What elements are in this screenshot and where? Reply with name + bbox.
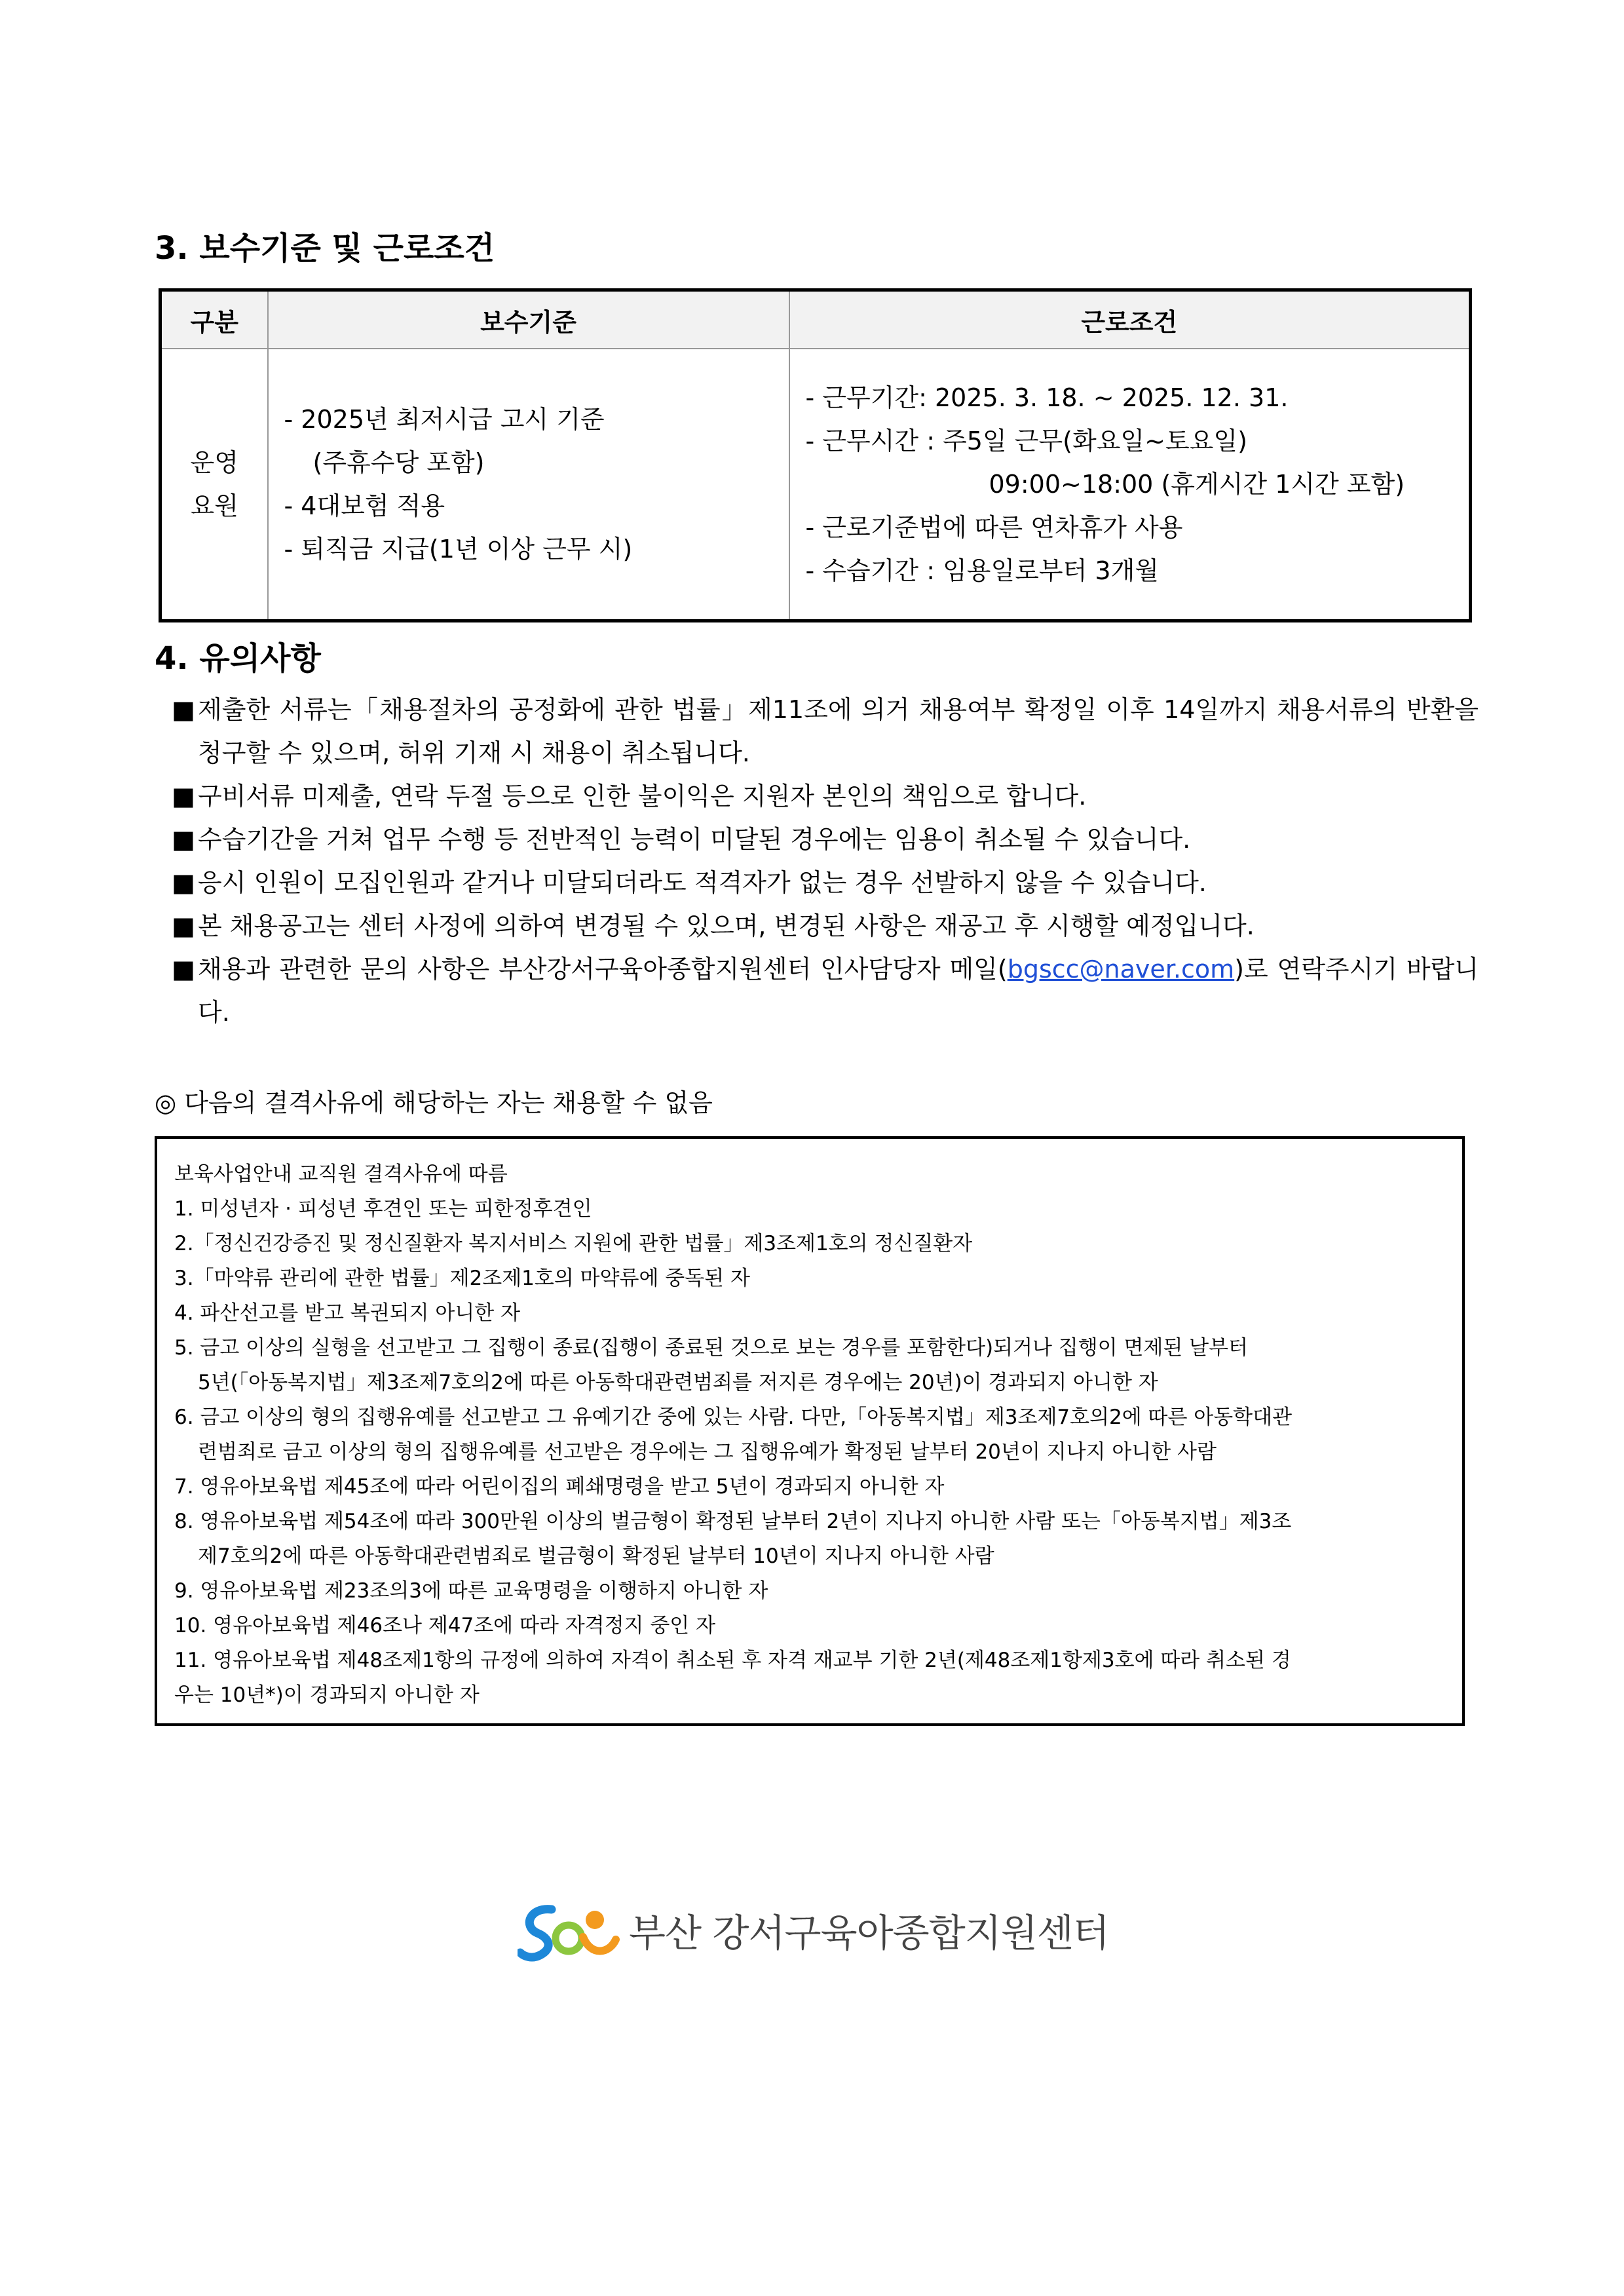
disqualification-line: 2.「정신건강증진 및 정신질환자 복지서비스 지원에 관한 법률」제3조제1호의 정신질환자 [174, 1232, 973, 1255]
list-item [172, 947, 1479, 1034]
pay-conditions-table [159, 288, 1472, 622]
work-line: - 근무기간: 2025. 3. 18. ~ 2025. 12. 31. [805, 383, 1289, 412]
center-logo [518, 1900, 1109, 1966]
email-link[interactable]: bgscc@naver.com [1007, 955, 1235, 984]
bullet-icon: ■ [172, 911, 195, 940]
disqualification-line: 10. 영유아보육법 제46조나 제47조에 따라 자격정지 중인 자 [174, 1614, 716, 1637]
note-text: 제출한 서류는「채용절차의 공정화에 관한 법률」제11조에 의거 채용여부 확정일 이후 14일까지 채용서류의 반환을 청구할 수 있으며, 허위 기재 시 채용이 취소됩니다. [198, 695, 1479, 767]
disqualification-line: 제7호의2에 따른 아동학대관련범죄로 벌금형이 확정된 날부터 10년이 지나지 아니한 사람 [198, 1544, 994, 1568]
note-text: 구비서류 미제출, 연락 두절 등으로 인한 불이익은 지원자 본인의 책임으로 합니다. [198, 782, 1087, 811]
header-work: 근로조건 [789, 290, 1471, 349]
disqualification-heading: ◎ 다음의 결격사유에 해당하는 자는 채용할 수 없음 [155, 1088, 713, 1117]
notes-list [172, 688, 1479, 1034]
disqualification-line: 4. 파산선고를 받고 복권되지 아니한 자 [174, 1301, 521, 1325]
section-3-title: 3. 보수기준 및 근로조건 [155, 230, 495, 267]
list-item [172, 688, 1479, 775]
note-text: 본 채용공고는 센터 사정에 의하여 변경될 수 있으며, 변경된 사항은 재공고 후 시행할 예정입니다. [198, 911, 1255, 940]
bullet-icon: ■ [172, 825, 195, 854]
disqualification-line: 6. 금고 이상의 형의 집행유예를 선고받고 그 유예기간 중에 있는 사람. 다만,「아동복지법」제3조제7호의2에 따른 아동학대관 [174, 1406, 1293, 1429]
disqualification-line: 8. 영유아보육법 제54조에 따라 300만원 이상의 벌금형이 확정된 날부터 2년이 지나지 아니한 사람 또는「아동복지법」제3조 [174, 1510, 1292, 1533]
list-item [172, 818, 1479, 861]
contact-text-before: 채용과 관련한 문의 사항은 부산강서구육아종합지원센터 인사담당자 메일( [198, 955, 1008, 984]
header-pay: 보수기준 [268, 290, 789, 349]
work-line: - 근무시간 : 주5일 근무(화요일~토요일) [805, 427, 1247, 455]
bullet-icon: ■ [172, 868, 195, 897]
bullet-icon: ■ [172, 955, 195, 984]
work-cell [789, 349, 1471, 621]
disqualification-line: 5년(「아동복지법」제3조제7호의2에 따른 아동학대관련범죄를 저지른 경우에는 20년)이 경과되지 아니한 자 [198, 1371, 1158, 1394]
list-item [172, 904, 1479, 947]
note-text: 응시 인원이 모집인원과 같거나 미달되더라도 적격자가 없는 경우 선발하지 않을 수 있습니다. [198, 868, 1207, 897]
pay-line: - 2025년 최저시급 고시 기준 [284, 405, 605, 434]
center-logo-icon [518, 1900, 622, 1966]
category-line: 요원 [190, 491, 238, 520]
bullet-icon: ■ [172, 695, 195, 724]
work-line: - 수습기간 : 임용일로부터 3개월 [805, 556, 1160, 585]
header-category: 구분 [161, 290, 268, 349]
disqualification-line: 1. 미성년자 · 피성년 후견인 또는 피한정후견인 [174, 1197, 592, 1221]
disqualification-line: 련범죄로 금고 이상의 형의 집행유예를 선고받은 경우에는 그 집행유예가 확정된 날부터 20년이 지나지 아니한 사람 [198, 1440, 1217, 1464]
disqualification-line: 9. 영유아보육법 제23조의3에 따른 교육명령을 이행하지 아니한 자 [174, 1579, 768, 1603]
box-title: 보육사업안내 교직원 결격사유에 따름 [174, 1162, 508, 1186]
pay-line: - 퇴직금 지급(1년 이상 근무 시) [284, 535, 633, 564]
pay-cell [268, 349, 789, 621]
work-line: - 근로기준법에 따른 연차휴가 사용 [805, 513, 1183, 542]
disqualification-line: 7. 영유아보육법 제45조에 따라 어린이집의 폐쇄명령을 받고 5년이 경과되지 아니한 자 [174, 1475, 945, 1499]
disqualification-line: 5. 금고 이상의 실형을 선고받고 그 집행이 종료(집행이 종료된 것으로 보는 경우를 포함한다)되거나 집행이 면제된 날부터 [174, 1336, 1248, 1360]
section-4-title: 4. 유의사항 [155, 640, 321, 677]
disqualification-line: 3.「마약류 관리에 관한 법률」제2조제1호의 마약류에 중독된 자 [174, 1267, 750, 1290]
work-line: 09:00~18:00 (휴게시간 1시간 포함) [989, 470, 1405, 499]
table-row [161, 349, 1471, 621]
list-item [172, 861, 1479, 904]
disqualification-box [155, 1136, 1465, 1726]
note-text: 수습기간을 거쳐 업무 수행 등 전반적인 능력이 미달된 경우에는 임용이 취소될 수 있습니다. [198, 825, 1191, 854]
pay-line: - 4대보험 적용 [284, 491, 445, 520]
bullet-icon: ■ [172, 782, 195, 811]
pay-line: (주휴수당 포함) [312, 448, 485, 477]
org-name: 부산 강서구육아종합지원센터 [629, 1911, 1109, 1955]
category-cell [161, 349, 268, 621]
list-item [172, 775, 1479, 818]
disqualification-line: 11. 영유아보육법 제48조제1항의 규정에 의하여 자격이 취소된 후 자격 재교부 기한 2년(제48조제1항제3호에 따라 취소된 경 [174, 1649, 1291, 1672]
category-line: 운영 [190, 448, 238, 477]
disqualification-line: 우는 10년*)이 경과되지 아니한 자 [174, 1683, 480, 1707]
contact-text-after: )로 연락주시기 바랍니다. [198, 955, 1479, 1027]
table-header-row [161, 290, 1471, 349]
